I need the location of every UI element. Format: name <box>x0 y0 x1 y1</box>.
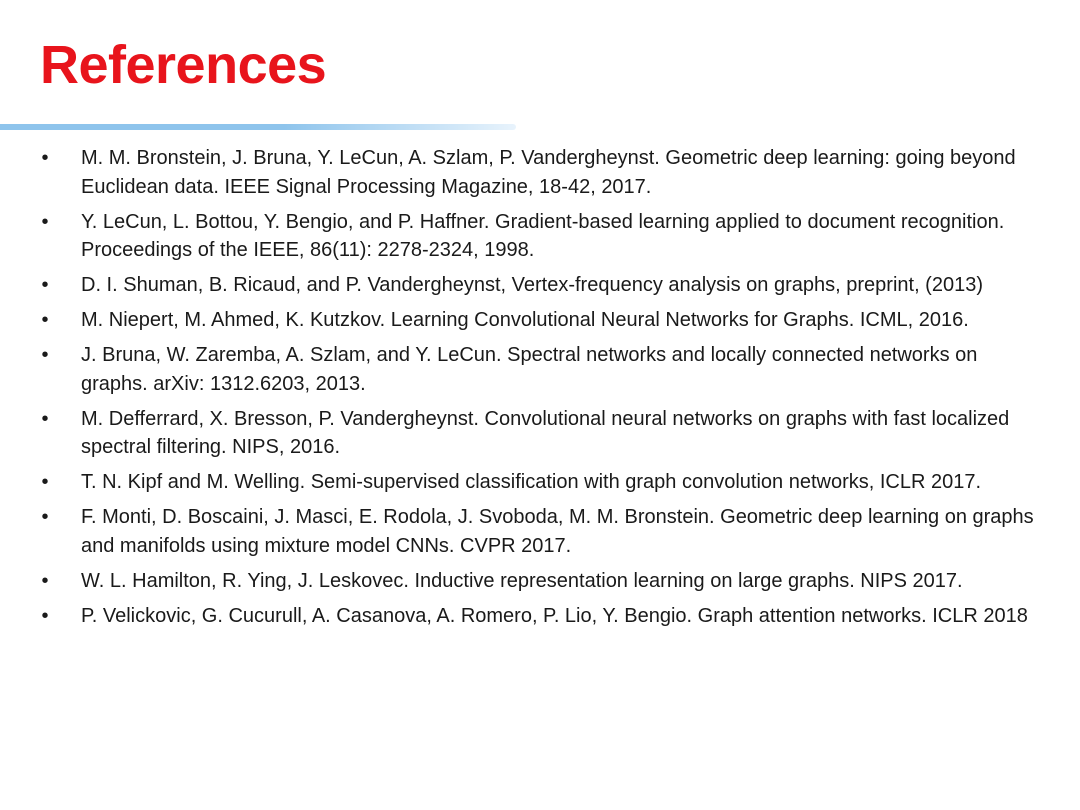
bullet-icon: • <box>41 506 49 528</box>
title-divider <box>0 124 516 130</box>
list-item <box>38 567 1048 596</box>
list-item <box>38 271 1048 300</box>
reference-text: Y. LeCun, L. Bottou, Y. Bengio, and P. Haffner. Gradient-based learning applied to document recognition. Proceedings of the IEEE, 86(11): 2278-2324, 1998. <box>81 210 1005 261</box>
bullet-icon: • <box>41 407 49 430</box>
reference-text: W. L. Hamilton, R. Ying, J. Leskovec. Inductive representation learning on large graphs. NIPS 2017. <box>81 569 963 592</box>
reference-text: J. Bruna, W. Zaremba, A. Szlam, and Y. LeCun. Spectral networks and locally connected networks on graphs. arXiv: 1312.6203, 2013. <box>81 344 978 395</box>
list-item <box>38 341 1048 398</box>
reference-text: M. M. Bronstein, J. Bruna, Y. LeCun, A. Szlam, P. Vandergheynst. Geometric deep learning: going beyond Euclidean data. IEEE Signal Processing Magazine, 18-42, 2017. <box>81 147 1016 198</box>
list-item <box>38 602 1048 631</box>
bullet-icon: • <box>41 274 49 296</box>
bullet-icon: • <box>41 344 49 366</box>
bullet-icon: • <box>41 210 49 233</box>
reference-list <box>38 144 1048 637</box>
reference-text: F. Monti, D. Boscaini, J. Masci, E. Rodola, J. Svoboda, M. M. Bronstein. Geometric deep learning on graphs and manifolds using mixture model CNNs. CVPR 2017. <box>81 506 1034 557</box>
list-item <box>38 144 1048 201</box>
list-item <box>38 208 1048 265</box>
bullet-icon: • <box>41 471 49 493</box>
list-item <box>38 405 1048 462</box>
bullet-icon: • <box>41 604 49 627</box>
bullet-icon: • <box>41 147 49 169</box>
list-item <box>38 306 1048 335</box>
bullet-icon: • <box>41 569 49 592</box>
bullet-icon: • <box>41 309 49 331</box>
list-item <box>38 503 1048 560</box>
reference-text: P. Velickovic, G. Cucurull, A. Casanova, A. Romero, P. Lio, Y. Bengio. Graph attention networks. ICLR 2018 <box>81 604 1028 627</box>
reference-text: T. N. Kipf and M. Welling. Semi-supervised classification with graph convolution networks, ICLR 2017. <box>81 471 982 493</box>
slide-title: References <box>40 35 327 95</box>
reference-text: D. I. Shuman, B. Ricaud, and P. Vandergheynst, Vertex-frequency analysis on graphs, preprint, (2013) <box>81 274 983 296</box>
reference-text: M. Defferrard, X. Bresson, P. Vandergheynst. Convolutional neural networks on graphs with fast localized spectral filtering. NIPS, 2016. <box>81 407 1010 458</box>
list-item <box>38 468 1048 497</box>
reference-text: M. Niepert, M. Ahmed, K. Kutzkov. Learning Convolutional Neural Networks for Graphs. ICML, 2016. <box>81 309 969 331</box>
